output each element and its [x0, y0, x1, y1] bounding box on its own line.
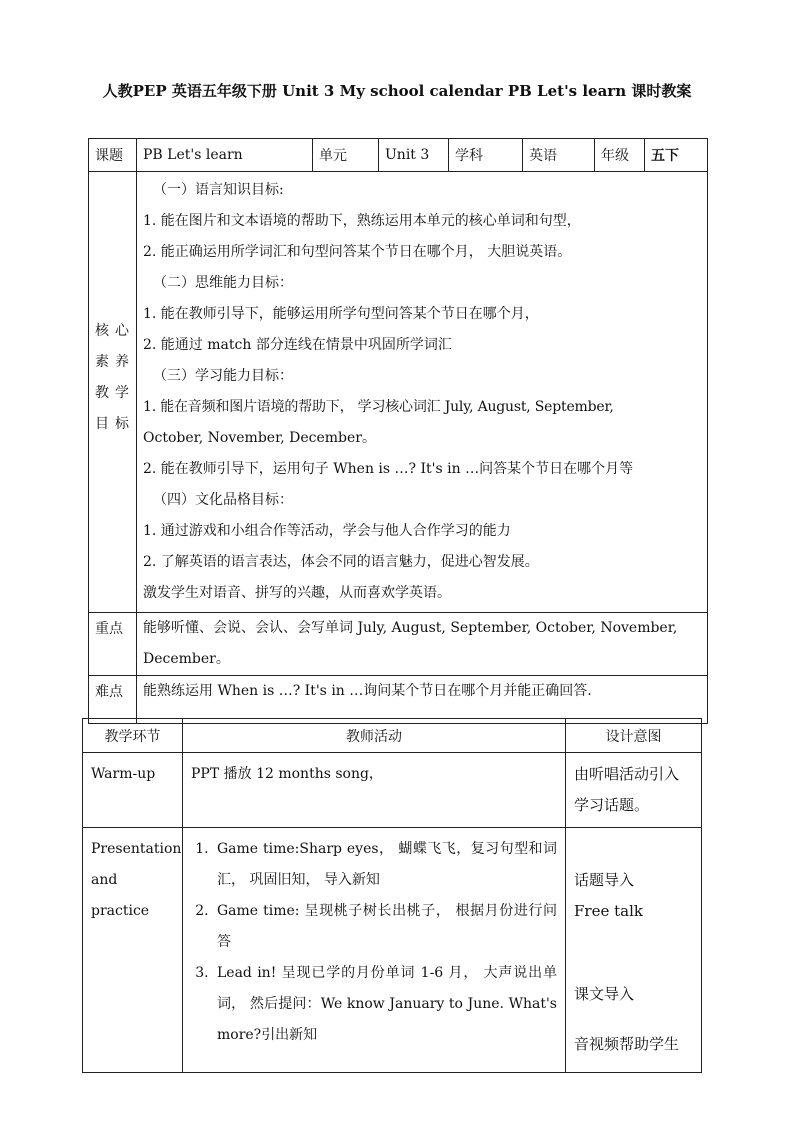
teaching-flow-table: [82, 718, 702, 1073]
goals-content: [137, 172, 708, 613]
difficulty-content: [137, 676, 708, 724]
grade-value: 五下: [645, 139, 708, 172]
goal-item: 1. 能在音频和图片语境的帮助下， 学习核心词汇 July, August, September,: [143, 399, 614, 415]
goal-item-continued: October, November, December。: [143, 430, 376, 446]
difficulty-row: [89, 676, 708, 724]
activity-cell: [183, 753, 566, 828]
intent-text: Free talk: [574, 902, 643, 920]
key-point-line: December。: [143, 651, 230, 667]
goals-label-line: 素养: [95, 354, 135, 370]
stage-header: 教学环节: [83, 719, 183, 753]
goal-heading: （四）文化品格目标：: [153, 492, 293, 508]
course-label: 课题: [89, 139, 137, 172]
intent-cell: [566, 753, 702, 828]
intent-text: 课文导入: [574, 985, 635, 1003]
key-point-row: [89, 613, 708, 676]
key-point-content: [137, 613, 708, 676]
goals-row: [89, 172, 708, 613]
lesson-info-table: [88, 138, 708, 724]
header-row: [89, 139, 708, 172]
activity-list: [191, 834, 557, 1051]
goals-label: [89, 172, 137, 613]
list-item: 3. Lead in! 呈现已学的月份单词 1-6 月， 大声说出单词， 然后提问：We know January to June. What's more?引出新知: [213, 958, 557, 1051]
activity-header: 教师活动: [183, 719, 566, 753]
stage-cell: Warm-up: [83, 753, 183, 828]
unit-value: Unit 3: [379, 139, 449, 172]
activity-text: PPT 播放 12 months song，: [191, 766, 383, 782]
goal-heading: （二）思维能力目标：: [153, 275, 293, 291]
intent-text: 话题导入: [574, 871, 635, 889]
intent-header: 设计意图: [566, 719, 702, 753]
goal-item: 2. 能正确运用所学词汇和句型问答某个节日在哪个月， 大胆说英语。: [143, 244, 572, 260]
intent-text: 音视频帮助学生: [574, 1035, 680, 1053]
goal-item: 2. 能通过 match 部分连线在情景中巩固所学词汇: [143, 337, 452, 353]
goals-label-line: 目标: [95, 416, 135, 432]
page-title: 人教PEP 英语五年级下册 Unit 3 My school calendar PB Let's learn 课时教案: [102, 82, 692, 100]
goals-label-line: 教学: [95, 385, 135, 401]
goal-item: 1. 通过游戏和小组合作等活动，学会与他人合作学习的能力: [143, 523, 511, 539]
unit-label: 单元: [313, 139, 379, 172]
table-row: [83, 753, 702, 828]
intent-text: 学习话题。: [574, 796, 650, 814]
key-point-label: 重点: [89, 613, 137, 676]
goal-item: 1. 能在图片和文本语境的帮助下，熟练运用本单元的核心单词和句型，: [143, 213, 581, 229]
table-row: [83, 828, 702, 1073]
grade-label: 年级: [595, 139, 645, 172]
intent-cell: [566, 828, 702, 1073]
intent-text: 由听唱活动引入: [574, 765, 680, 783]
subject-value: 英语: [523, 139, 595, 172]
stage-cell: Presentation and practice: [83, 828, 183, 1073]
goal-heading: （三）学习能力目标：: [153, 368, 293, 384]
goal-heading: （一）语言知识目标:: [153, 182, 284, 198]
activity-cell: [183, 828, 566, 1073]
difficulty-text: 能熟练运用 When is …? It's in …询问某个节日在哪个月并能正确回答.: [143, 683, 592, 699]
goal-item: 2. 了解英语的语言表达，体会不同的语言魅力，促进心智发展。: [143, 554, 539, 570]
list-item: 1. Game time:Sharp eyes， 蝴蝶飞飞，复习句型和词汇， 巩固旧知， 导入新知: [213, 834, 557, 896]
flow-header-row: [83, 719, 702, 753]
list-item: 2. Game time: 呈现桃子树长出桃子， 根据月份进行问答: [213, 896, 557, 958]
key-point-line: 能够听懂、会说、会认、会写单词 July, August, September, October, November,: [143, 620, 678, 636]
goal-item: 2. 能在教师引导下，运用句子 When is …? It's in …问答某个节日在哪个月等: [143, 461, 634, 477]
goal-item: 激发学生对语音、拼写的兴趣，从而喜欢学英语。: [143, 585, 451, 601]
goals-label-line: 核心: [95, 323, 135, 339]
subject-label: 学科: [449, 139, 523, 172]
goal-item: 1. 能在教师引导下，能够运用所学句型问答某个节日在哪个月，: [143, 306, 539, 322]
difficulty-label: 难点: [89, 676, 137, 724]
course-value: PB Let's learn: [137, 139, 313, 172]
